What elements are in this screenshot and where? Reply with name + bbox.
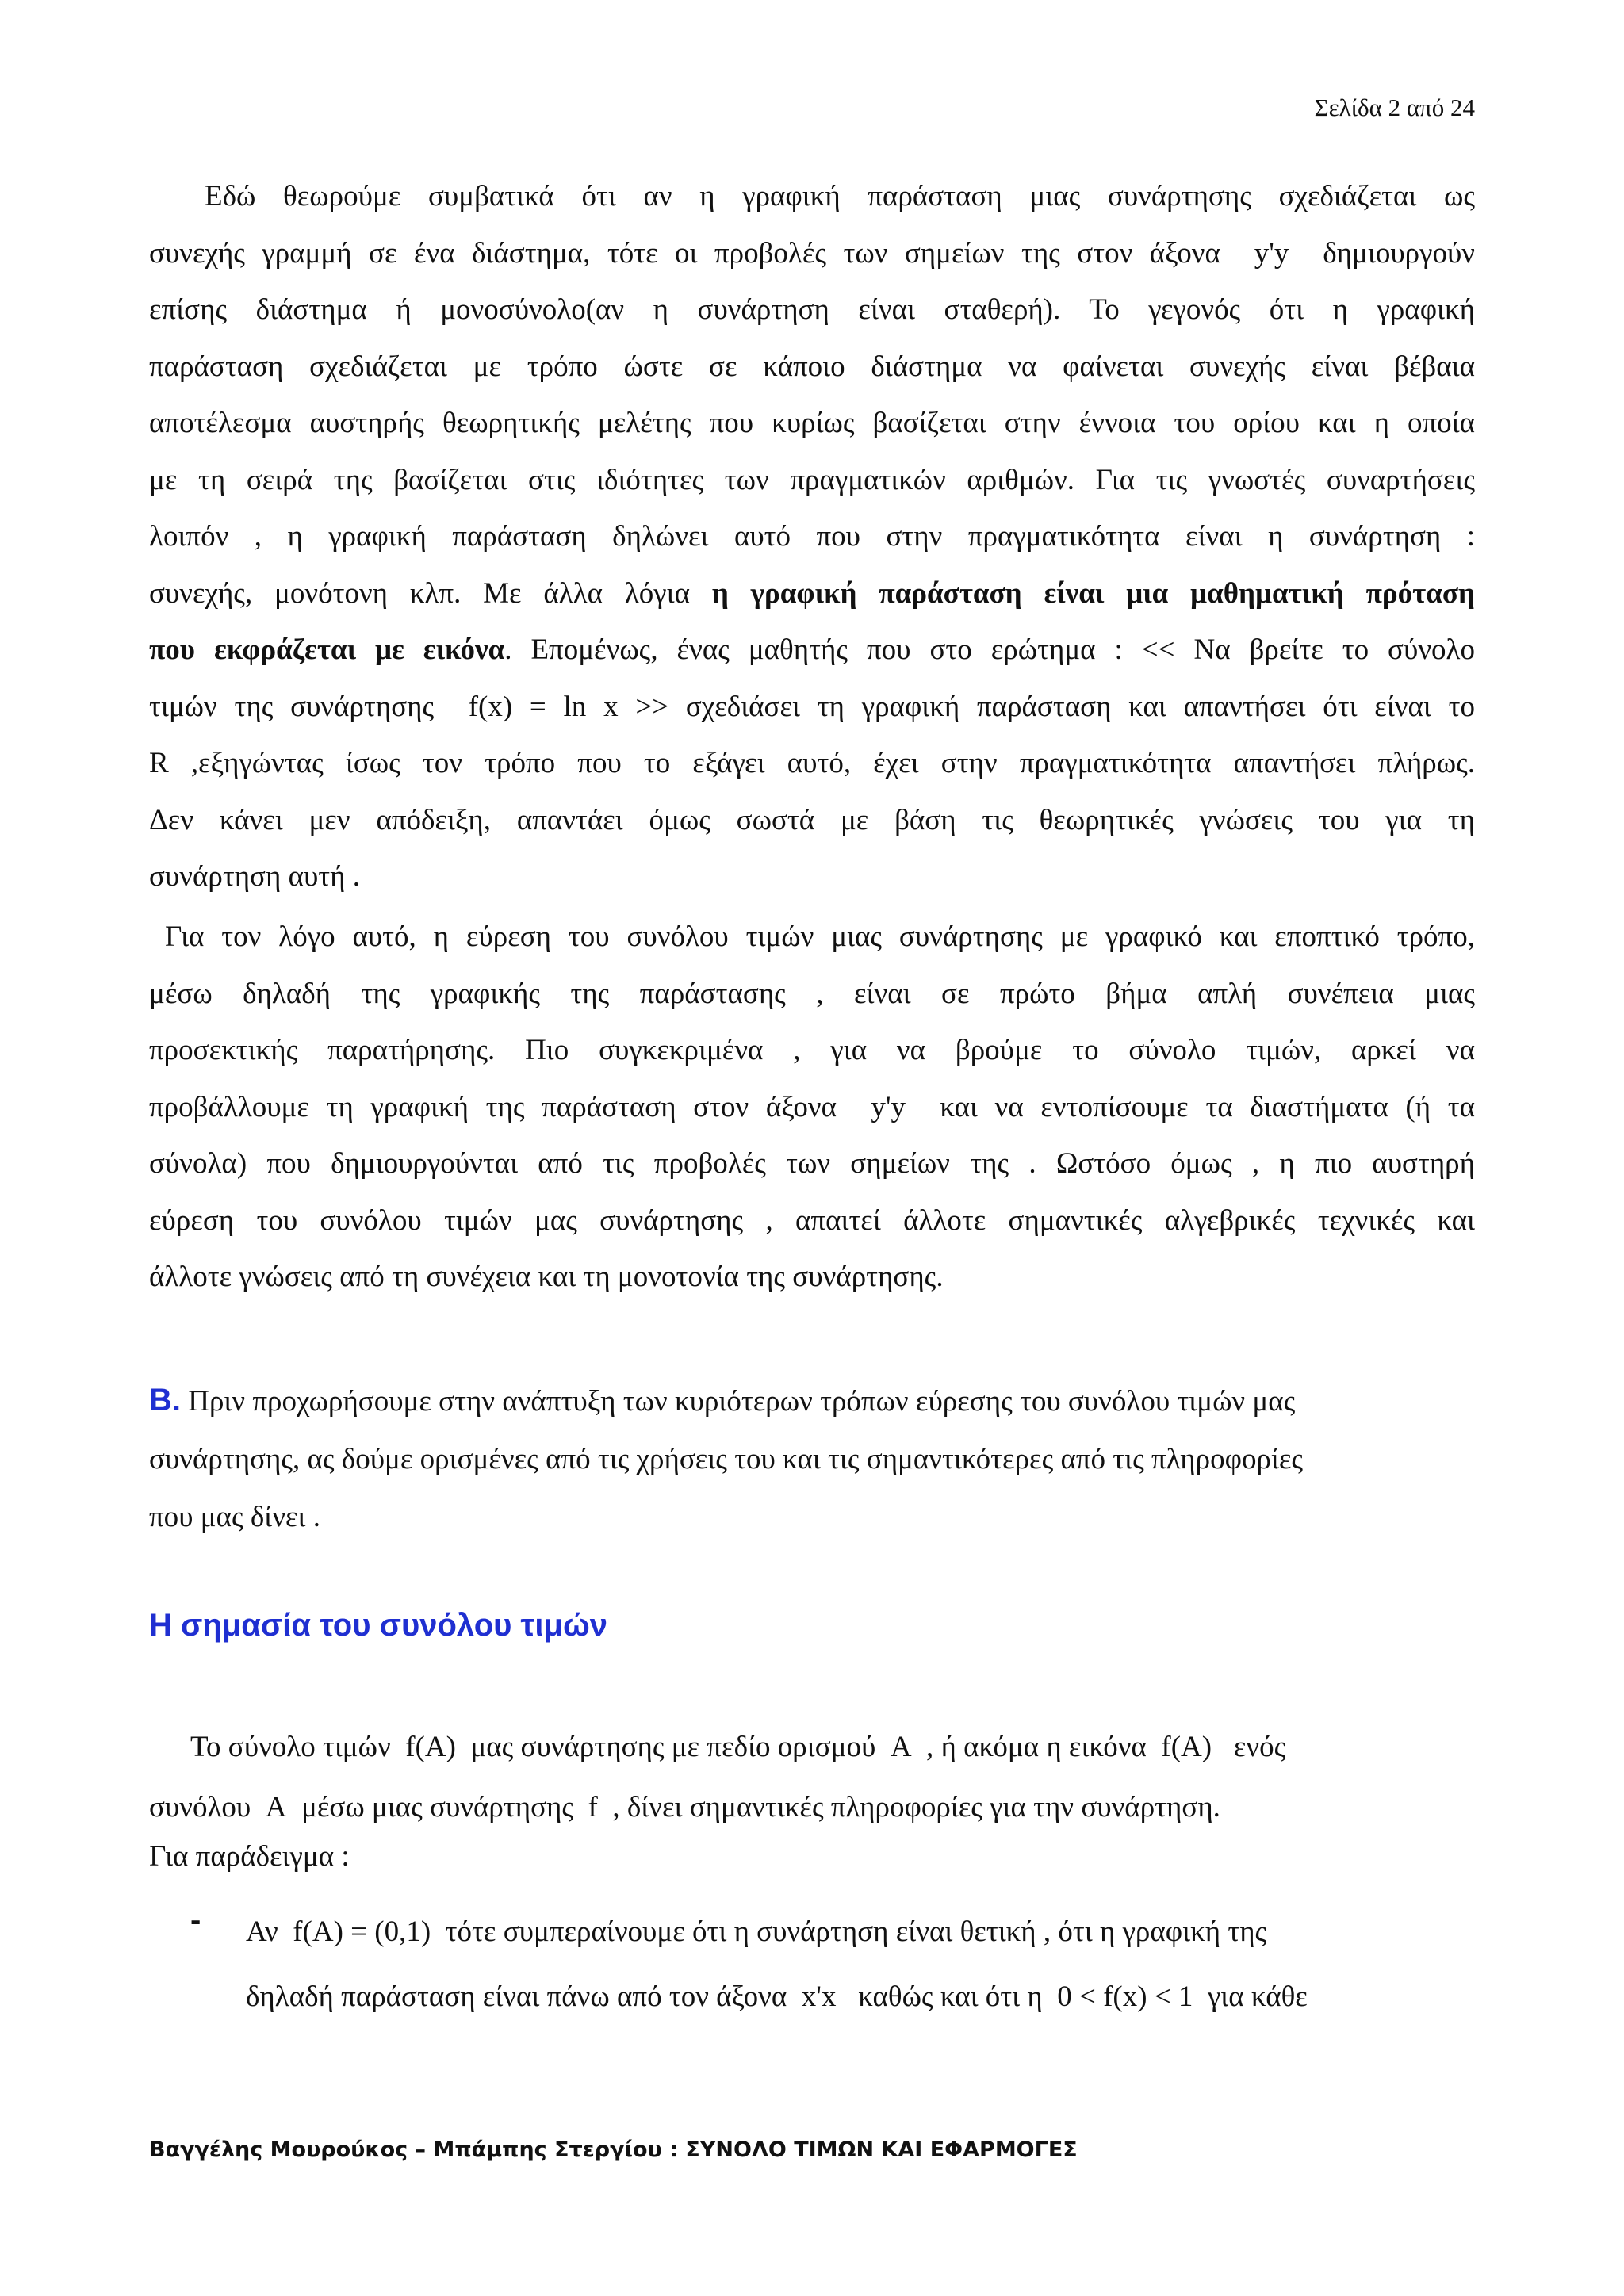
emphasis-text: που εκφράζεται με εικόνα (149, 633, 505, 666)
math-f-ln: f(x) = ln x (468, 690, 619, 723)
bullet-item (246, 1900, 1435, 2030)
text-line: προσεκτικής παρατήρησης. Πιο συγκεκριμένα , για να βρούμε το σύνολο τιμών, αρκεί να (149, 1034, 1475, 1066)
text-line: συνάρτηση αυτή . (149, 860, 361, 893)
text-line: συνεχής γραμμή σε ένα διάστημα, τότε οι προβολές των σημείων της στον άξονα y'y δημιουργούν (149, 236, 1475, 270)
text-line: σύνολα) που δημιουργούνται από τις προβολές των σημείων της . Ωστόσο όμως , η πιο αυστηρή (149, 1147, 1475, 1180)
text-line: Το σύνολο τιμών f(A) μας συνάρτησης με πεδίο ορισμού A , ή ακόμα η εικόνα f(A) ενός (190, 1731, 1286, 1763)
intro-paragraph (149, 1717, 1475, 1838)
footer: Βαγγέλης Μουρούκος – Μπάμπης Στεργίου : ΣΥΝΟΛΟ ΤΙΜΩΝ ΚΑΙ ΕΦΑΡΜΟΓΕΣ (149, 2137, 1078, 2162)
text-line: Εδώ θεωρούμε συμβατικά ότι αν η γραφική παράσταση μιας συνάρτησης σχεδιάζεται ως (205, 180, 1475, 212)
emphasis-text: η γραφική παράσταση είναι μια μαθηματική πρόταση (711, 576, 1475, 610)
text-line: αποτέλεσμα αυστηρής θεωρητικής μελέτης που κυρίως βασίζεται στην έννοια του ορίου και η οποία (149, 407, 1475, 439)
math-yy: y'y (871, 1090, 906, 1123)
math-yy: y'y (1254, 236, 1289, 270)
bullet-marker: - (190, 1903, 201, 1938)
text-line: Για τον λόγο αυτό, η εύρεση του συνόλου τιμών μιας συνάρτησης με γραφικό και εποπτικό τρόπο, (165, 920, 1475, 953)
text-line: Β. Πριν προχωρήσουμε στην ανάπτυξη των κυριότερων τρόπων εύρεσης του συνόλου τιμών μας (149, 1383, 1296, 1418)
text-line: συνεχής, μονότονη κλπ. Με άλλα λόγια η γραφική παράσταση είναι μια μαθηματική πρόταση (149, 576, 1475, 610)
section-heading: Η σημασία του συνόλου τιμών (149, 1608, 607, 1643)
paragraph-2 (149, 909, 1475, 1306)
text-line: με τη σειρά της βασίζεται στις ιδιότητες των πραγματικών αριθμών. Για τις γνωστές συναρτήσεις (149, 463, 1475, 496)
text-line: εύρεση του συνόλου τιμών μας συνάρτησης , απαιτεί άλλοτε σημαντικές αλγεβρικές τεχνικές και (149, 1203, 1475, 1237)
text-line: επίσης διάστημα ή μονοσύνολο(αν η συνάρτηση είναι σταθερή). Το γεγονός ότι η γραφική (149, 293, 1475, 326)
text-line: άλλοτε γνώσεις από τη συνέχεια και τη μονοτονία της συνάρτησης. (149, 1261, 944, 1293)
math-R: R (149, 747, 169, 779)
page-number: Σελίδα 2 από 24 (1314, 94, 1475, 121)
text-line: που μας δίνει . (149, 1501, 320, 1533)
section-b (149, 1372, 1475, 1546)
example-label: Για παράδειγμα : (149, 1840, 350, 1873)
text-line: Αν f(A) = (0,1) τότε συμπεραίνουμε ότι η συνάρτηση είναι θετική , ότι η γραφική της (246, 1915, 1267, 1948)
text-line: λοιπόν , η γραφική παράσταση δηλώνει αυτό που στην πραγματικότητα είναι η συνάρτηση : (149, 520, 1475, 553)
text-line: που εκφράζεται με εικόνα. Επομένως, ένας μαθητής που στο ερώτημα : << Να βρείτε το σύνολο (149, 633, 1475, 666)
text-line: τιμών της συνάρτησης f(x) = ln x >> σχεδιάσει τη γραφική παράσταση και απαντήσει ότι είναι το (149, 690, 1475, 723)
text-line: συνάρτησης, ας δούμε ορισμένες από τις χρήσεις του και τις σημαντικότερες από τις πληροφορίες (149, 1443, 1304, 1475)
paragraph-1 (149, 168, 1475, 905)
text-line: δηλαδή παράσταση είναι πάνω από τον άξονα x'x καθώς και ότι η 0 < f(x) < 1 για κάθε (246, 1980, 1308, 2013)
text-line: Δεν κάνει μεν απόδειξη, απαντάει όμως σωστά με βάση τις θεωρητικές γνώσεις του για τη (149, 803, 1475, 836)
text-line: R ,εξηγώντας ίσως τον τρόπο που το εξάγει αυτό, έχει στην πραγματικότητα απαντήσει πλήρως. (149, 747, 1475, 779)
text-line: συνόλου A μέσω μιας συνάρτησης f , δίνει σημαντικές πληροφορίες για την συνάρτηση. (149, 1791, 1220, 1823)
text-line: μέσω δηλαδή της γραφικής της παράστασης , είναι σε πρώτο βήμα απλή συνέπεια μιας (149, 977, 1475, 1010)
section-b-label: Β. (149, 1383, 181, 1418)
text-line: προβάλλουμε τη γραφική της παράσταση στον άξονα y'y και να εντοπίσουμε τα διαστήματα (ή τα (149, 1090, 1475, 1123)
text-line: παράσταση σχεδιάζεται με τρόπο ώστε σε κάποιο διάστημα να φαίνεται συνεχής είναι βέβαια (149, 350, 1475, 383)
